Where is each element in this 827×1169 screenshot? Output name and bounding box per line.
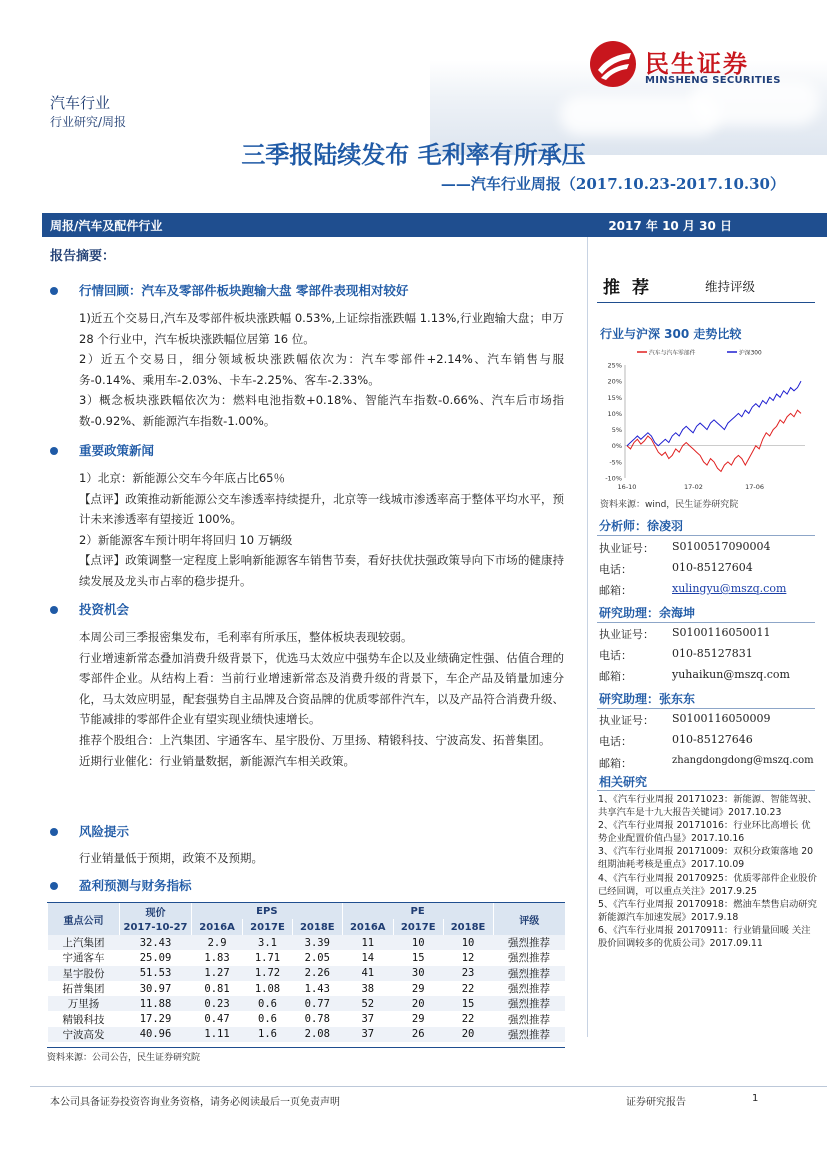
category-label: 行业研究/周报 [50,115,127,129]
value-cell: 20 [393,996,443,1011]
y-tick-label: 15% [607,393,622,402]
footer-disclaimer: 本公司具备证券投资咨询业务资格，请务必阅读最后一页免责声明 [50,1097,340,1108]
cert-label: 执业证号： [599,542,654,555]
section-title-policy: 重要政策新闻 [79,443,155,458]
assistant1-phone: 010-85127831 [672,647,753,660]
company-cell: 宇通客车 [62,952,105,965]
value-cell: 37 [342,1027,393,1042]
col-price-date: 2017-10-27 [120,919,192,935]
table-row [48,981,566,996]
col-year: 2018E [292,919,342,935]
company-cell: 星宇股份 [48,966,120,981]
y-tick-label: 25% [607,361,622,370]
section-body-risk [79,848,564,869]
analyst-heading [599,517,683,534]
company-cell: 宁波高发 [48,1027,120,1042]
y-tick-label: 0% [611,442,622,451]
value-cell: 23 [443,966,493,981]
value-cell: 15 [411,951,425,964]
bullet-icon [50,447,58,455]
logo-en-text: MINSHENG SECURITIES [645,75,781,86]
table-row [48,996,566,1011]
legend-label: 沪深300 [739,350,762,357]
table-row [48,1011,566,1026]
y-tick-label: 10% [607,409,622,418]
assistant2-phone: 010-85127646 [672,733,753,746]
value-cell: 0.47 [204,1013,230,1026]
col-year: 2016A [342,919,393,935]
footer-rule [30,1086,827,1087]
table-row [48,966,566,981]
assistant2-heading [599,690,695,707]
bullet-icon [50,828,58,836]
series-line-hs300 [627,381,801,446]
rating-cell: 强烈推荐 [493,996,565,1011]
value-cell: 0.6 [258,1013,277,1026]
table-bottom-rule [47,1047,565,1048]
paragraph: 2）新能源客车预计明年将回归 10 万辆级 [79,532,293,547]
bullet-icon [50,882,58,890]
value-cell: 15 [443,996,493,1011]
chart-grid [625,365,805,478]
value-cell: 3.39 [292,935,342,950]
value-cell: 32.43 [120,935,192,950]
table-row [48,935,566,950]
value-cell: 2.05 [304,951,330,964]
value-cell: 29 [411,982,425,995]
y-tick-label: -5% [609,458,622,467]
trend-chart [597,345,819,495]
rating-cell: 强烈推荐 [493,935,565,950]
col-pe: PE [342,903,493,919]
y-tick-label: 20% [607,377,622,386]
bullet-icon [50,606,58,614]
value-cell: 2.9 [192,935,243,950]
value-cell: 11 [342,935,393,950]
value-cell: 1.27 [192,966,243,981]
value-cell: 40.96 [120,1027,192,1042]
company-cell: 上汽集团 [48,935,120,950]
col-year: 2018E [443,919,493,935]
col-year: 2016A [192,919,243,935]
company-cell: 精锻科技 [62,1013,105,1026]
analyst-name: 徐凌羽 [647,519,684,533]
y-tick-label: -10% [605,474,622,483]
col-rating: 评级 [493,903,565,935]
value-cell: 10 [443,935,493,950]
x-tick-label: 16-10 [617,483,637,491]
value-cell: 1.08 [254,982,281,995]
x-tick-label: 17-02 [683,483,703,491]
section-title-market: 行情回顾：汽车及零部件板块跑输大盘 零部件表现相对较好 [79,283,409,298]
value-cell: 10 [393,935,443,950]
value-cell: 51.53 [120,966,192,981]
paragraph: 1）北京：新能源公交车今年底占比65％ [79,471,285,485]
value-cell: 1.72 [243,966,293,981]
header-cloud [690,80,820,125]
value-cell: 22 [461,982,475,995]
value-cell: 1.71 [254,951,281,964]
x-tick-label: 17-06 [745,483,765,491]
analyst-cert: S0100517090004 [672,540,771,553]
email-label: 邮箱： [599,584,632,597]
value-cell: 26 [393,1027,443,1042]
value-cell: 1.6 [243,1027,293,1042]
report-type: 周报/汽车及配件行业 [50,219,163,233]
value-cell: 0.23 [192,996,243,1011]
report-subtitle: ——汽车行业周报（2017.10.23-2017.10.30） [440,175,785,193]
paragraph: 行业销量低于预期，政策不及预期。 [79,851,263,865]
phone-label: 电话： [599,735,632,748]
chart-y-axis [605,362,622,483]
related-item[interactable]: 2、《汽车行业周报 20171016：行业环比高增长 优势企业配置价值凸显》2017.10.16 [598,820,811,845]
y-tick-label: 5% [611,426,622,435]
value-cell: 30.97 [139,982,172,995]
logo-cn-text: 民生证券 [645,50,749,78]
company-cell: 万里扬 [48,996,120,1011]
table-source: 资料来源：公司公告，民生证券研究院 [47,1053,201,1063]
assistant1-name: 余海坤 [659,606,696,620]
email-label: 邮箱： [599,670,632,683]
divider [597,535,815,536]
value-cell: 22 [461,1013,475,1026]
cert-label: 执业证号： [599,714,654,727]
analyst-phone: 010-85127604 [672,561,753,574]
related-research-list [598,793,818,950]
divider [597,708,815,709]
company-cell: 拓普集团 [62,983,105,996]
rating-cell: 强烈推荐 [508,952,550,965]
col-year: 2017E [243,919,293,935]
value-cell: 11.88 [120,996,192,1011]
footer-report-type: 证券研究报告 [626,1097,686,1108]
rating-cell: 强烈推荐 [493,966,565,981]
report-title: 三季报陆续发布 毛利率有所承压 [241,141,586,169]
rating-cell: 强烈推荐 [508,1013,550,1026]
value-cell: 52 [342,996,393,1011]
related-item[interactable]: 5、《汽车行业周报 20170918：燃油车禁售启动研究 新能源汽车加速发展》2017.9.18 [598,898,817,923]
value-cell: 2.26 [292,966,342,981]
value-cell: 37 [361,1013,375,1026]
value-cell: 17.29 [139,1013,172,1026]
value-cell: 2.08 [292,1027,342,1042]
industry-label: 汽车行业 [50,94,111,112]
col-price: 现价 [120,903,192,919]
phone-label: 电话： [599,563,632,576]
paragraph: 3）概念板块涨跌幅依次为：燃料电池指数+0.18%、智能汽车指数-0.66%、汽车后市场指数-0.92%、新能源汽车指数-1.00%。 [79,393,564,428]
assistant2-cert: S0100116050009 [672,712,771,725]
table-row [48,1027,566,1042]
rating-recommend: 推荐 [603,278,661,298]
assistant2-label: 研究助理： [599,692,660,706]
bullet-icon [50,287,58,295]
assistant2-email[interactable]: zhangdongdong@mszq.com [672,755,814,766]
value-cell: 0.81 [204,982,230,995]
paragraph: 本周公司三季报密集发布，毛利率有所承压，整体板块表现较弱。 [79,630,413,644]
chart-legend [637,349,762,357]
abstract-heading: 报告摘要： [50,249,116,264]
divider [597,622,815,623]
value-cell: 1.43 [304,982,330,995]
col-year: 2017E [393,919,443,935]
section-title-investment: 投资机会 [79,602,130,617]
value-cell: 0.78 [304,1013,330,1026]
section-body-investment [79,627,564,771]
rating-cell: 强烈推荐 [493,1027,565,1042]
forecast-table [47,903,565,1042]
value-cell: 25.09 [139,951,172,964]
column-divider [587,237,588,1037]
value-cell: 20 [443,1027,493,1042]
section-title-forecast: 盈利预测与财务指标 [79,878,192,893]
section-title-risk: 风险提示 [79,824,130,839]
value-cell: 38 [361,982,375,995]
related-item[interactable]: 6、《汽车行业周报 20170911：行业销量回暖 关注股价回调较多的优质公司》2017.09.11 [598,924,811,950]
email-label: 邮箱： [599,757,632,770]
value-cell: 0.77 [292,996,342,1011]
related-item[interactable]: 1、《汽车行业周报 20171023：新能源、智能驾驶、共享汽车是十九大报告关键词》2017.10.23 [598,794,817,819]
value-cell: 1.11 [192,1027,243,1042]
page-number: 1 [752,1093,759,1104]
cert-label: 执业证号： [599,628,654,641]
related-heading: 相关研究 [599,775,648,789]
divider [597,790,815,791]
chart-series [627,381,801,471]
assistant1-email[interactable]: yuhaikun@mszq.com [672,668,790,681]
assistant2-name: 张东东 [659,692,696,706]
value-cell: 0.6 [243,996,293,1011]
paragraph: 行业增速新常态叠加消费升级背景下，优选马太效应中强势车企以及业绩确定性强、估值合理的零部件企业。从结构上看：当前行业增速新常态及消费升级的背景下，车企产品及销量加速分化，马太效应明显，配套强势自主品牌及合资品牌的优质零部件汽车，以及产品符合消费升级、节能减排的零部件企业有望实现业绩快速增长。 [79,650,564,727]
section-body-policy [79,468,564,592]
assistant1-heading [599,604,695,621]
phone-label: 电话： [599,649,632,662]
paragraph: 推荐个股组合：上汽集团、宇通客车、星宇股份、万里扬、精锻科技、宁波高发、拓普集团。 [79,732,551,747]
value-cell: 1.83 [204,951,230,964]
chart-source: 资料来源：wind，民生证券研究院 [600,500,739,510]
col-eps: EPS [192,903,343,919]
paragraph: 【点评】政策推动新能源公交车渗透率持续提升，北京等一线城市渗透率高于整体平均水平，预计未来渗透率有望接近 100%。 [79,491,564,527]
related-item[interactable]: 3、《汽车行业周报 20171009：双积分政策落地 20 组期油耗考核是重点》2017.10.09 [598,846,814,871]
paragraph: 2）近五个交易日，细分领域板块涨跌幅依次为：汽车零部件+2.14%、汽车销售与服务-0.14%、乘用车-2.03%、卡车-2.25%、客车-2.33%。 [79,352,564,387]
rating-rule [597,302,815,303]
section-body-market [79,308,564,432]
paragraph: 1)近五个交易日,汽车及零部件板块涨跌幅 0.53%,上证综指涨跌幅 1.13%,行业跑输大盘；申万 28 个行业中，汽车板块涨跌幅位居第 16 位。 [79,311,564,346]
value-cell: 30 [393,966,443,981]
value-cell: 29 [411,1013,425,1026]
report-date: 2017 年 10 月 30 日 [608,219,732,233]
rating-cell: 强烈推荐 [508,983,550,996]
minsheng-logo-icon [589,40,637,88]
paragraph: 近期行业催化：行业销量数据，新能源汽车相关政策。 [79,753,355,768]
analyst-label: 分析师： [599,519,648,533]
value-cell: 41 [342,966,393,981]
rating-maintain: 维持评级 [705,279,756,294]
legend-label: 汽车与汽车零部件 [649,350,696,357]
chart-x-axis [618,483,764,491]
value-cell: 12 [461,951,475,964]
value-cell: 14 [361,951,375,964]
analyst-email-link[interactable]: xulingyu@mszq.com [672,582,787,595]
col-company: 重点公司 [48,903,120,935]
assistant1-label: 研究助理： [599,606,660,620]
value-cell: 3.1 [243,935,293,950]
chart-title: 行业与沪深 300 走势比较 [600,327,742,341]
related-item[interactable]: 4、《汽车行业周报 20170925：优质零部件企业股价已经回调，可以重点关注》2017.9.25 [598,872,817,897]
assistant1-cert: S0100116050011 [672,626,771,639]
table-row [48,950,566,965]
table-body [48,935,566,1042]
paragraph: 【点评】政策调整一定程度上影响新能源客车销售节奏，看好扶优扶强政策导向下市场的健康持续发展及龙头市占率的稳步提升。 [79,553,564,588]
